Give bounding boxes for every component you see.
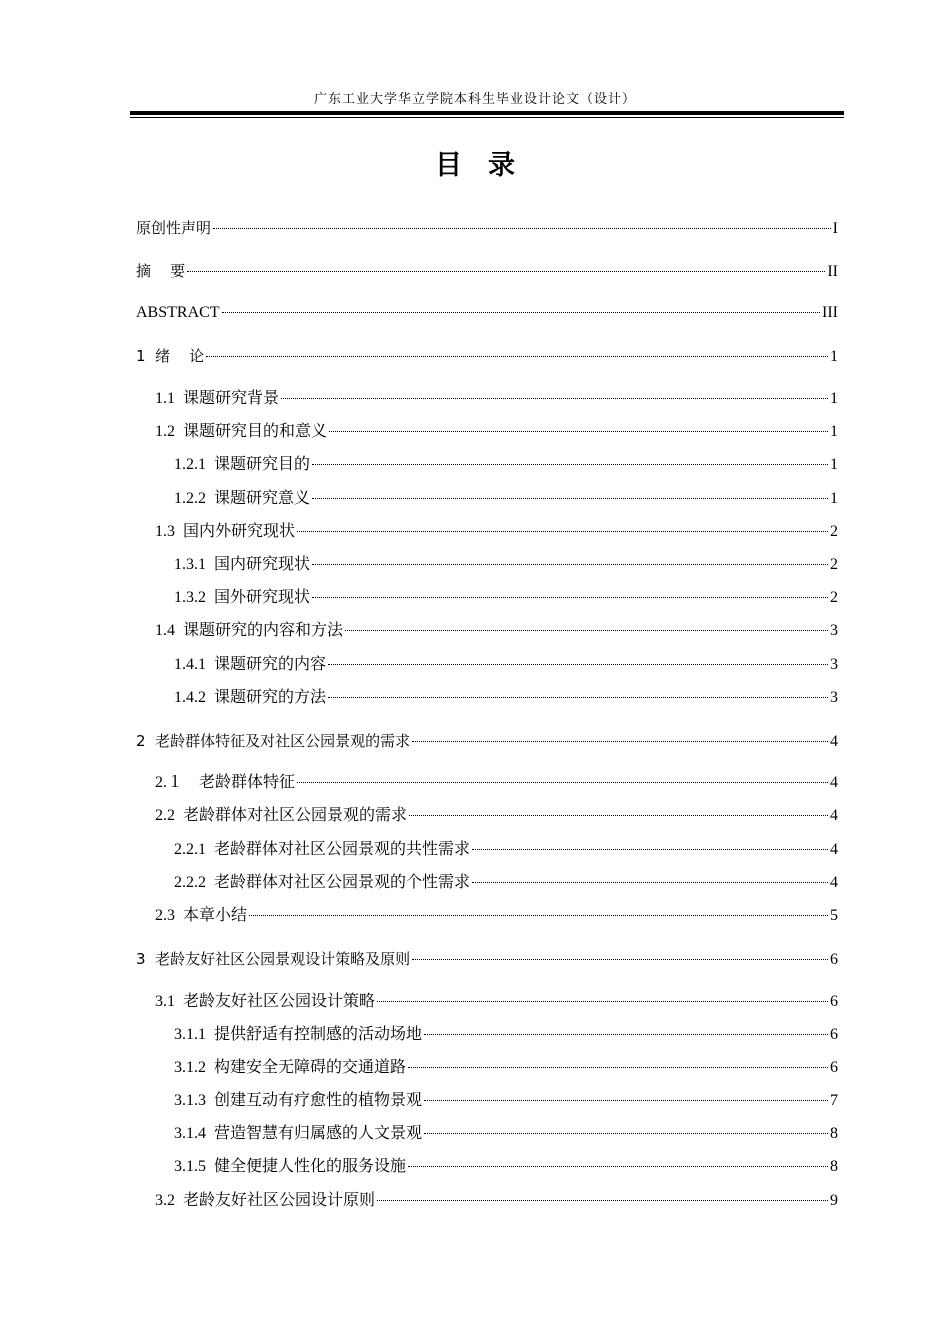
toc-entry[interactable] [136, 303, 838, 323]
toc-entry-page: 1 [830, 423, 838, 440]
toc-entry[interactable] [136, 731, 838, 751]
toc-entry-page: 4 [830, 807, 838, 824]
toc-entry[interactable] [174, 840, 838, 860]
toc-entry-page: 4 [830, 874, 838, 891]
toc-leader [424, 1034, 828, 1035]
toc-entry-page: 3 [830, 622, 838, 639]
toc-entry-page: 8 [830, 1158, 838, 1175]
toc-leader [328, 697, 828, 698]
toc-entry[interactable] [136, 346, 838, 366]
toc-entry-page: 6 [830, 1059, 838, 1076]
toc-entry-label: 摘 要 [136, 262, 186, 280]
toc-leader [312, 498, 828, 499]
toc-entry[interactable] [155, 389, 838, 409]
toc-entry-page: 1 [830, 490, 838, 507]
toc-entry-label: 2.2.2 老龄群体对社区公园景观的个性需求 [174, 874, 471, 891]
toc-leader [377, 1200, 828, 1201]
toc-entry-label: 3.1.3 创建互动有疗愈性的植物景观 [174, 1092, 423, 1109]
toc-entry-label: 3.1.2 构建安全无障碍的交通道路 [174, 1059, 407, 1076]
toc-entry-label: 原创性声明 [136, 219, 212, 237]
toc-entry-label: 3 老龄友好社区公园景观设计策略及原则 [136, 950, 411, 968]
toc-entry[interactable] [174, 1157, 838, 1177]
toc-entry[interactable] [155, 773, 838, 793]
toc-entry[interactable] [174, 588, 838, 608]
toc-entry-page: 2 [830, 523, 838, 540]
toc-entry-page: 1 [830, 456, 838, 473]
toc-entry-page: 6 [830, 951, 838, 968]
toc-entry-page: 6 [830, 1026, 838, 1043]
toc-entry[interactable] [174, 688, 838, 708]
toc-leader [213, 228, 831, 229]
toc-leader [187, 271, 825, 272]
toc-entry-label: 3.2 老龄友好社区公园设计原则 [155, 1192, 376, 1209]
toc-entry-label: 1.4.1 课题研究的内容 [174, 656, 327, 673]
toc-entry-page: 9 [830, 1192, 838, 1209]
toc-entry-label: 1 绪 论 [136, 347, 205, 365]
toc-entry-page: II [827, 263, 838, 280]
toc-entry-label: 1.2.2 课题研究意义 [174, 490, 311, 507]
toc-leader [329, 431, 828, 432]
toc-entry-label: 2 老龄群体特征及对社区公园景观的需求 [136, 732, 411, 750]
toc-leader [409, 815, 828, 816]
toc-leader [312, 464, 828, 465]
toc-leader [328, 664, 828, 665]
toc-entry-page: 8 [830, 1125, 838, 1142]
toc-entry-label: 2.１ 老龄群体特征 [155, 774, 296, 791]
toc-leader [206, 356, 828, 357]
toc-leader [408, 1166, 828, 1167]
toc-leader [412, 741, 828, 742]
toc-entry-label: 2.2.1 老龄群体对社区公园景观的共性需求 [174, 841, 471, 858]
toc-entry-page: 1 [830, 390, 838, 407]
toc-entry-label: 2.2 老龄群体对社区公园景观的需求 [155, 807, 408, 824]
toc-entry-label: 1.2.1 课题研究目的 [174, 456, 311, 473]
toc-entry-page: 3 [830, 656, 838, 673]
toc-entry[interactable] [174, 1124, 838, 1144]
toc-entry-label: 3.1.5 健全便捷人性化的服务设施 [174, 1158, 407, 1175]
toc-entry-page: 4 [830, 733, 838, 750]
toc-leader [312, 564, 828, 565]
toc-entry-label: 2.3 本章小结 [155, 907, 248, 924]
toc-entry-page: 1 [830, 348, 838, 365]
toc-leader [424, 1100, 828, 1101]
toc-entry-label: 3.1 老龄友好社区公园设计策略 [155, 993, 376, 1010]
toc-leader [312, 597, 828, 598]
toc-entry-page: I [832, 220, 838, 237]
toc-entry[interactable] [155, 1191, 838, 1211]
toc-entry-page: 6 [830, 993, 838, 1010]
toc-entry-label: 1.3.1 国内研究现状 [174, 556, 311, 573]
toc-leader [377, 1001, 828, 1002]
toc-entry-page: 2 [830, 589, 838, 606]
toc-entry-label: 1.2 课题研究目的和意义 [155, 423, 328, 440]
toc-leader [424, 1133, 828, 1134]
toc-entry[interactable] [136, 218, 838, 238]
toc-entry-label: 1.3.2 国外研究现状 [174, 589, 311, 606]
toc-entry-page: III [822, 304, 838, 321]
toc-entry[interactable] [174, 1091, 838, 1111]
toc-entry[interactable] [174, 1025, 838, 1045]
toc-entry[interactable] [136, 261, 838, 281]
page-title: 目录 [435, 150, 541, 181]
toc-leader [249, 915, 828, 916]
toc-entry[interactable] [174, 873, 838, 893]
header-rule-thin [130, 117, 844, 118]
toc-entry-page: 5 [830, 907, 838, 924]
toc-entry-label: 3.1.4 营造智慧有归属感的人文景观 [174, 1125, 423, 1142]
toc-entry-page: 2 [830, 556, 838, 573]
toc-entry[interactable] [136, 949, 838, 969]
toc-entry[interactable] [174, 655, 838, 675]
toc-leader [472, 882, 828, 883]
toc-entry[interactable] [174, 555, 838, 575]
toc-entry[interactable] [155, 906, 838, 926]
toc-leader [472, 849, 828, 850]
toc-entry-page: 3 [830, 689, 838, 706]
toc-entry[interactable] [174, 455, 838, 475]
running-header: 广东工业大学华立学院本科生毕业设计论文（设计） [313, 91, 636, 106]
toc-entry[interactable] [155, 621, 838, 641]
toc-leader [297, 531, 828, 532]
toc-leader [297, 782, 828, 783]
toc-entry[interactable] [174, 489, 838, 509]
toc-entry-label: 1.4.2 课题研究的方法 [174, 689, 327, 706]
toc-leader [408, 1067, 828, 1068]
toc-entry[interactable] [155, 422, 838, 442]
toc-entry-page: 4 [830, 774, 838, 791]
toc-entry-label: 1.1 课题研究背景 [155, 390, 280, 407]
toc-entry[interactable] [155, 806, 838, 826]
toc-entry-page: 7 [830, 1092, 838, 1109]
toc-entry[interactable] [174, 1058, 838, 1078]
toc-entry-label: ABSTRACT [136, 304, 220, 321]
toc-entry[interactable] [155, 522, 838, 542]
toc-leader [222, 312, 820, 313]
toc-entry[interactable] [155, 992, 838, 1012]
toc-leader [412, 959, 828, 960]
toc-leader [281, 398, 828, 399]
header-rule-thick [130, 111, 844, 115]
toc-entry-page: 4 [830, 841, 838, 858]
toc-entry-label: 3.1.1 提供舒适有控制感的活动场地 [174, 1026, 423, 1043]
toc-leader [345, 630, 828, 631]
toc-entry-label: 1.3 国内外研究现状 [155, 523, 296, 540]
toc-entry-label: 1.4 课题研究的内容和方法 [155, 622, 344, 639]
